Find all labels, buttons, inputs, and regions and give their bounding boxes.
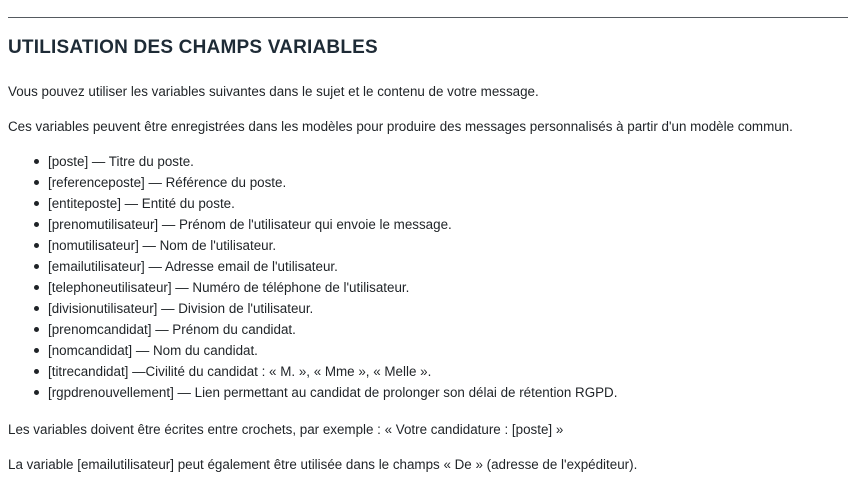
bullet-icon: [34, 327, 39, 332]
variable-description: [prenomcandidat] — Prénom du candidat.: [48, 322, 296, 337]
variable-description: [poste] — Titre du poste.: [48, 154, 194, 169]
bullet-icon: [34, 348, 39, 353]
bullet-icon: [34, 369, 39, 374]
bullet-icon: [34, 159, 39, 164]
section-title: UTILISATION DES CHAMPS VARIABLES: [8, 37, 378, 58]
templates-paragraph: Ces variables peuvent être enregistrées dans les modèles pour produire des messages personnalisés à partir d'un modèle commun.: [8, 119, 793, 134]
variable-description: [prenomutilisateur] — Prénom de l'utilisateur qui envoie le message.: [48, 217, 452, 232]
variable-description: [nomcandidat] — Nom du candidat.: [48, 343, 258, 358]
variable-description: [nomutilisateur] — Nom de l'utilisateur.: [48, 238, 277, 253]
bullet-icon: [34, 201, 39, 206]
list-item: [0, 216, 617, 237]
list-item: [0, 363, 617, 384]
bullet-icon: [34, 180, 39, 185]
list-item: [0, 174, 617, 195]
brackets-note: Les variables doivent être écrites entre crochets, par exemple : « Votre candidature : [poste] »: [8, 422, 564, 437]
variable-description: [emailutilisateur] — Adresse email de l'utilisateur.: [48, 259, 338, 274]
variable-description: [titrecandidat] —Civilité du candidat : « M. », « Mme », « Melle ».: [48, 364, 432, 379]
list-item: [0, 279, 617, 300]
bullet-icon: [34, 243, 39, 248]
variable-description: [entiteposte] — Entité du poste.: [48, 196, 235, 211]
variables-list: [0, 153, 617, 405]
bullet-icon: [34, 285, 39, 290]
list-item: [0, 153, 617, 174]
bullet-icon: [34, 264, 39, 269]
intro-paragraph: Vous pouvez utiliser les variables suivantes dans le sujet et le contenu de votre message.: [8, 84, 539, 99]
list-item: [0, 300, 617, 321]
bullet-icon: [34, 306, 39, 311]
list-item: [0, 195, 617, 216]
list-item: [0, 237, 617, 258]
bullet-icon: [34, 222, 39, 227]
variable-description: [referenceposte] — Référence du poste.: [48, 175, 287, 190]
variable-description: [rgpdrenouvellement] — Lien permettant au candidat de prolonger son délai de rétention RGPD.: [48, 385, 618, 400]
bullet-icon: [34, 390, 39, 395]
sender-field-note: La variable [emailutilisateur] peut également être utilisée dans le champs « De » (adresse de l'expéditeur).: [8, 457, 638, 472]
variable-description: [divisionutilisateur] — Division de l'utilisateur.: [48, 301, 314, 316]
list-item: [0, 384, 617, 405]
top-divider: [8, 17, 848, 18]
list-item: [0, 258, 617, 279]
list-item: [0, 321, 617, 342]
variable-description: [telephoneutilisateur] — Numéro de téléphone de l'utilisateur.: [48, 280, 410, 295]
list-item: [0, 342, 617, 363]
